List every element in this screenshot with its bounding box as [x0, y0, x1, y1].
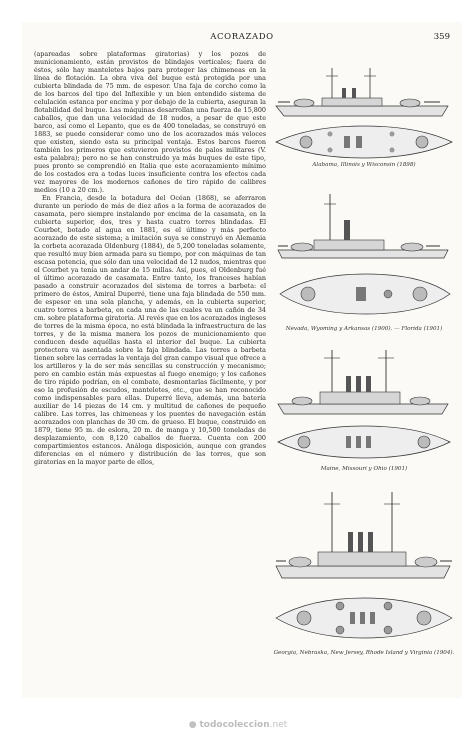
book-page: [22, 22, 462, 698]
running-title: ACORAZADO: [210, 32, 274, 42]
watermark-suffix: .net: [269, 720, 288, 730]
figure-caption-3: Maine, Missouri y Ohio (1901): [320, 466, 408, 472]
monitor-elevation-plan-drawing: [270, 186, 458, 326]
body-paragraph-1: (apareadas sobre plataformas giratorias) y los pozos de municionamiento, están provistos de blindajes verticales; fuera de éstos, sólo hay manteletes bajos para proteger las chimeneas en la línea de flotación. La obra viva del buque está protegida por una cubierta blindada de 75 mm. de espesor. Una faja de corcho como la de los barcos del tipo del Inflexible y un bien entendido sistema de celulación estanca por encima y por debajo de la cubierta, aseguran la flotabilidad del buque. Las máquinas desarrollan una fuerza de 15,800 caballos, que dan una velocidad de 18 nudos, a pesar de que este barco, así como el Lepanto, que es de 400 toneladas, se construyó en 1883, se puede considerar como uno de los acorazados más veloces que existen, siendo esta su principal ventaja. Estos barcos fueron también los primeros que estuvieron provistos de palos militares (V. esta palabra); pero no se han construido ya más buques de este tipo, pues pronto se comprendió en Italia que este acorazamiento mínimo de los costados era a todas luces insuficiente contra los efectos cada vez mayores de los modernos cañones de tiro rápido de calibres medios (10 a 20 cm.).: [34, 50, 266, 194]
battleship-figure-alabama: [270, 50, 458, 168]
figure-caption-2: Nevada, Wyoming y Arkansas (1900). — Florida (1901): [285, 326, 443, 332]
figure-caption-1: Alabama, Illinois y Wisconsin (1898): [312, 162, 416, 168]
watermark-brand: todocoleccion: [199, 720, 270, 730]
body-paragraph-2: En Francia, desde la botadura del Océan (1868), se aferraron durante un período de más de diez años a la forma de acorazados de casamata, pero siempre instalando por encima de la casamata, en la cubierta superior, dos, tres y hasta cuatro torres blindadas. El Courbet, botado al agua en 1881, es el último y más perfecto acorazado de este sistema; a imitación suya se construyó en Alemania la corbeta acorazada Oldenburg (1884), de 5,200 toneladas solamente, que resultó muy bien armada para su tiempo, por con máquinas de tan escasa potencia, que sólo dan una velocidad de 12 nudos, mientras que el Courbet ya tenía un andar de 15 millas. Así, pues, el Oldenburg fué el último acorazado de casamata. Entre tanto, los franceses habían pasado a construir acorazados del sistema de torres a barbeta: el primero de éstos, Amiral Duperré, tiene una faja blindada de 550 mm. de espesor en una sola plancha, y además, en la cubierta superior, cuatro torres a barbeta, en cada una de las cuales va un cañón de 34 cm. sobre plataforma giratoria. Al revés que en los acorazados ingleses de torres de la misma época, no está blindada la infraestructura de las torres, y de la misma manera los pozos de municionamiento que conducen desde aquéllas hasta el interior del buque. La cubierta protectora va asentada sobre la faja blindada. Las torres a barbeta tienen sobre las cerradas la ventaja del gran campo visual que ofrece a los artilleros y la de ser más sencillas su construcción y mecanismo; pero en cambio están más expuestas al fuego enemigo; y los cañones de tiro rápido podrían, en el combate, desmontarlas fácilmente, y por eso la profusión de escudos, manteletes, etc., que se han reconocido como indispensables para ellas. Duperré lleva, además, una batería auxiliar de 14 piezas de 14 cm. y multitud de cañones de pequeño calibre. Las torres, las chimeneas y los puentes de navegación están acorazados con planchas de 30 cm. de grueso. El buque, construido en 1879, tiene 95 m. de eslora, 20 m. de manga y 10,500 toneladas de desplazamiento, con 8,120 caballos de fuerza. Cuenta con 200 compartimientos estancos. Análoga disposición, aunque con grandes diferencias en el número y distribución de las torres, que son giratorias en la mayor parte de ellos,: [34, 194, 266, 466]
page-header: [22, 32, 462, 46]
body-text-column: [34, 50, 266, 466]
page-number: 359: [433, 32, 450, 42]
battleship-elevation-plan-drawing: [270, 482, 458, 650]
battleship-figure-nevada: [270, 186, 458, 332]
site-watermark: [0, 720, 476, 730]
tc-logo-icon: ●: [188, 720, 197, 730]
battleship-elevation-plan-drawing: [270, 346, 458, 466]
battleship-figure-maine: [270, 346, 458, 472]
figure-caption-4: Georgia, Nebraska, New Jersey, Rhode Island y Virginia (1904).: [273, 650, 455, 656]
battleship-elevation-plan-drawing: [270, 50, 458, 162]
battleship-figure-georgia: [270, 482, 458, 656]
